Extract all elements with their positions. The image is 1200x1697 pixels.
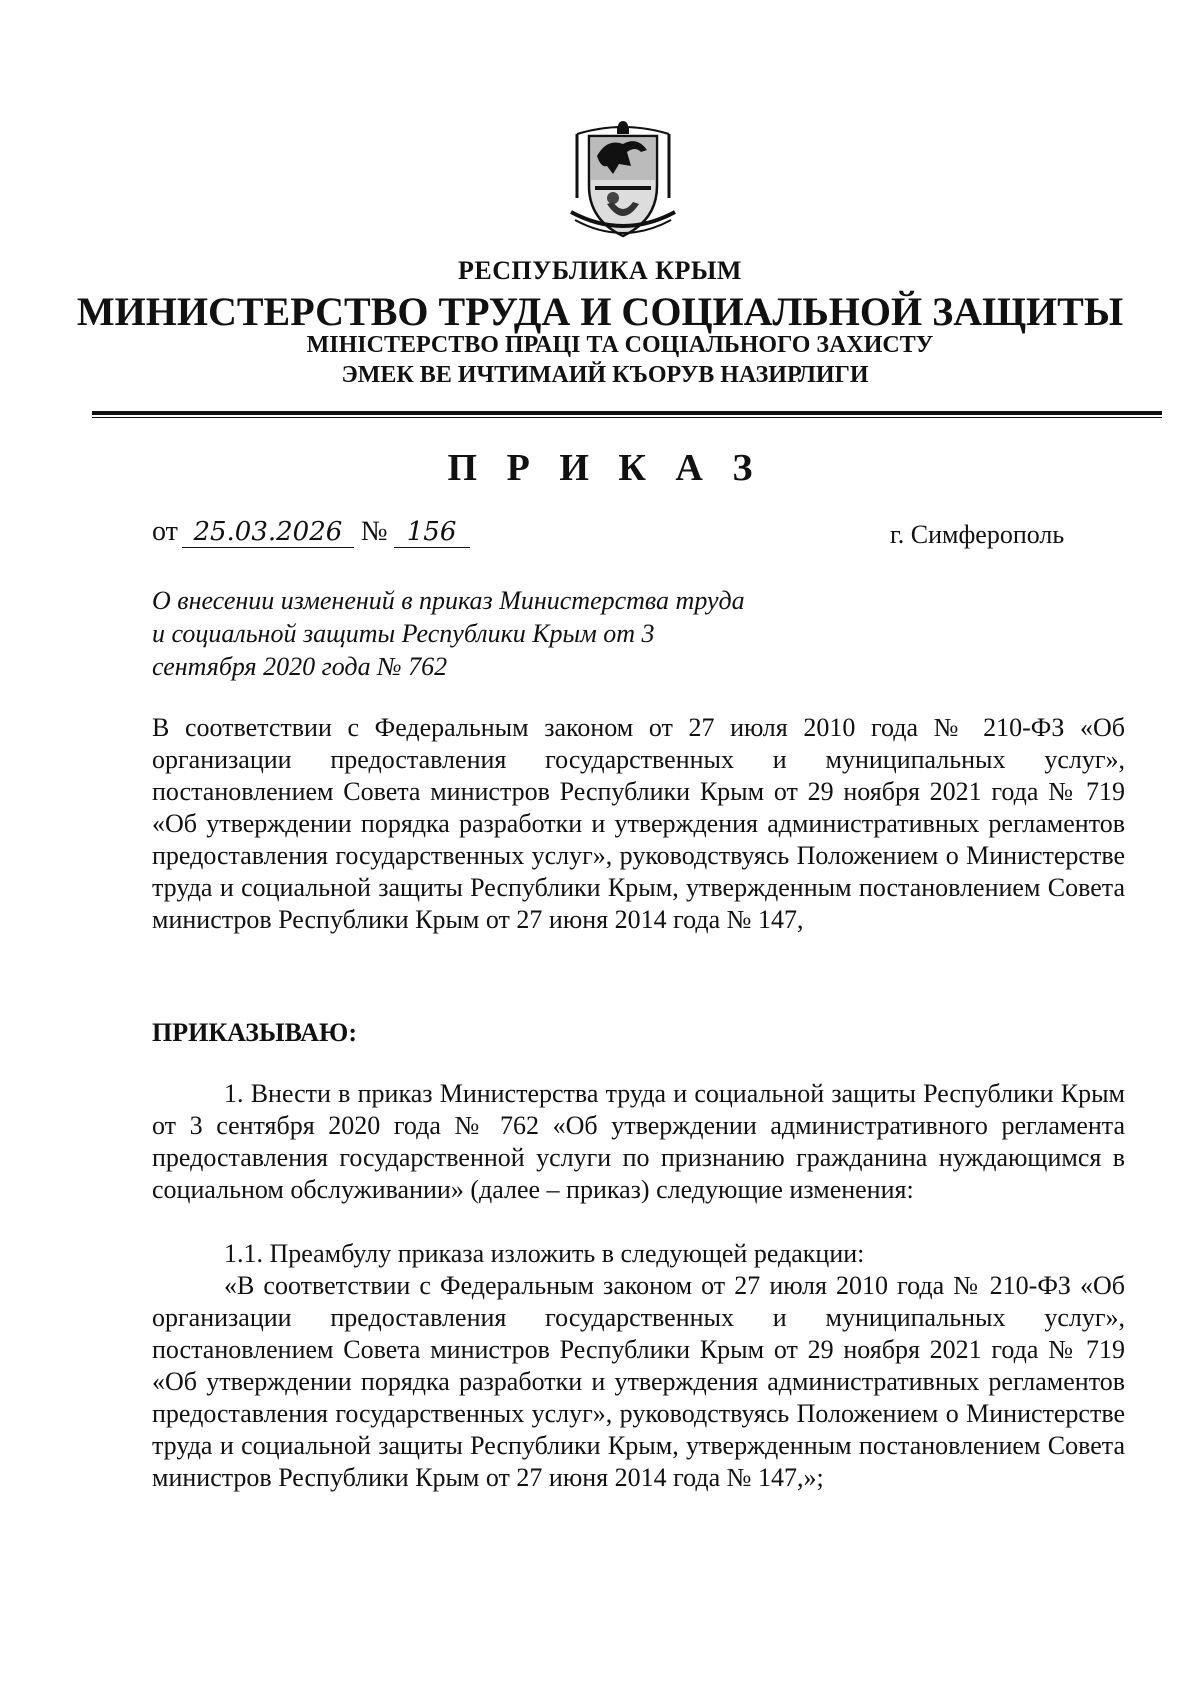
date-prefix: от bbox=[152, 516, 178, 547]
republic-title: РЕСПУБЛИКА КРЫМ bbox=[458, 256, 742, 285]
city: г. Симферополь bbox=[890, 520, 1065, 549]
preamble-paragraph: В соответствии с Федеральным законом от 27 июля 2010 года № 210-ФЗ «Об организации предоставления государственных и муниципальных услуг», постановлением Совета министров Республики Крым от 29 ноября 2021 года № 719 «Об утверждении порядка разработки и утверждения административных регламентов предоставления государственных услуг», руководствуясь Положением о Министерстве труда и социальной защиты Республики Крым, утвержденным постановлением Совета министров Республики Крым от 27 июня 2014 года № 147, bbox=[152, 713, 1125, 934]
order-number: 156 bbox=[394, 517, 470, 548]
date-number-line bbox=[152, 516, 470, 548]
header-divider-thin bbox=[92, 417, 1162, 418]
item-1-paragraph: 1. Внести в приказ Министерства труда и социальной защиты Республики Крым от 3 сентября 2020 года № 762 «Об утверждении административного регламента предоставления государственной услуги по признанию гражданина нуждающимся в социальном обслуживании» (далее – приказ) следующие изменения: bbox=[152, 1079, 1125, 1204]
order-date: 25.03.2026 bbox=[182, 517, 354, 548]
ministry-title-crimean-tatar: ЭМЕК ВЕ ИЧТИМАИЙ КЪОРУВ НАЗИРЛИГИ bbox=[341, 362, 869, 388]
item-1-1-text-paragraph: «В соответствии с Федеральным законом от 27 июля 2010 года № 210-ФЗ «Об организации предоставления государственных и муниципальных услуг», постановлением Совета министров Республики Крым от 29 ноября 2021 года № 719 «Об утверждении порядка разработки и утверждения административных регламентов предоставления государственных услуг», руководствуясь Положением о Министерстве труда и социальной защиты Республики Крым, утвержденным постановлением Совета министров Республики Крым от 27 июня 2014 года № 147,»; bbox=[152, 1271, 1125, 1492]
order-subject: О внесении изменений в приказ Министерства труда и социальной защиты Республики Крым от 3 сентября 2020 года № 762 bbox=[152, 586, 745, 681]
header-divider bbox=[92, 411, 1162, 415]
order-word: ПРИКАЗЫВАЮ: bbox=[152, 1018, 357, 1047]
ministry-title: МИНИСТЕРСТВО ТРУДА И СОЦИАЛЬНОЙ ЗАЩИТЫ bbox=[76, 289, 1124, 334]
number-prefix: № bbox=[360, 516, 388, 547]
coat-of-arms-icon bbox=[567, 116, 679, 246]
ministry-title-ukrainian: МІНІСТЕРСТВО ПРАЦІ ТА СОЦІАЛЬНОГО ЗАХИСТУ bbox=[306, 332, 934, 358]
item-1-1-paragraph: 1.1. Преамбулу приказа изложить в следующей редакции: bbox=[224, 1239, 865, 1268]
document-type-title: П Р И К А З bbox=[447, 447, 763, 489]
